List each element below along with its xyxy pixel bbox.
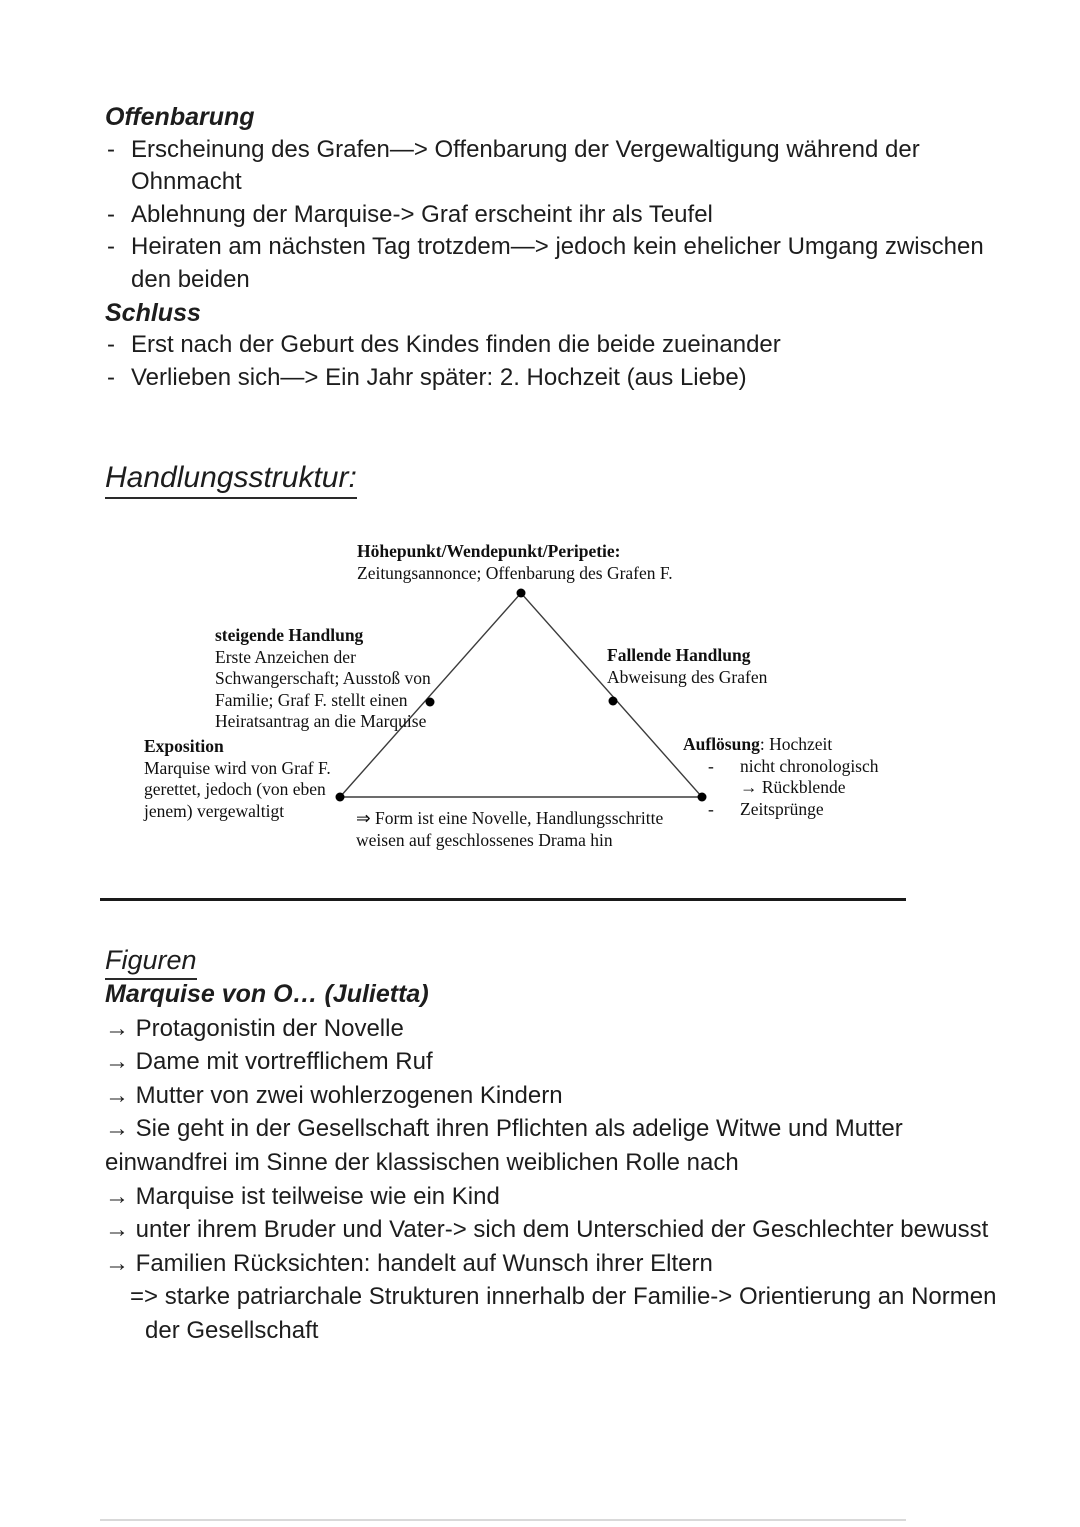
label-text: Erste Anzeichen der bbox=[215, 646, 356, 667]
dash-bullet: - bbox=[107, 135, 115, 163]
list-item bbox=[105, 134, 985, 199]
dash-bullet: - bbox=[107, 233, 115, 261]
arrow-bullet: → bbox=[105, 1048, 129, 1076]
diagram-label-steigende-handlung bbox=[215, 625, 431, 733]
label-text: Zeitungsannonce; Offenbarung des Grafen F. bbox=[357, 562, 673, 583]
point-text: Dame mit vortrefflichem Ruf bbox=[135, 1048, 433, 1076]
label-title: steigende Handlung bbox=[215, 625, 364, 645]
label-text: Marquise wird von Graf F. bbox=[144, 757, 331, 778]
heading-text: Figuren bbox=[105, 945, 197, 980]
section-heading-figuren bbox=[105, 942, 1010, 978]
arrow-bullet: → bbox=[105, 1182, 129, 1210]
label-title-line bbox=[683, 734, 879, 756]
conclusion-line: ⇒ Form ist eine Novelle, Handlungsschritte bbox=[356, 808, 664, 828]
list-item bbox=[105, 231, 985, 296]
point-text: Protagonistin der Novelle bbox=[135, 1014, 404, 1042]
label-text: jenem) vergewaltigt bbox=[144, 800, 285, 821]
bullet-text: Erscheinung des Grafen—> Offenbarung der Vergewaltigung während der Ohnmacht bbox=[131, 135, 920, 196]
character-name-heading: Marquise von O… (Julietta) bbox=[105, 980, 429, 1008]
label-text: Familie; Graf F. stellt einen bbox=[215, 689, 408, 710]
apex-dot bbox=[517, 589, 526, 598]
arrow-bullet: → bbox=[105, 1115, 129, 1143]
diagram-label-hoehepunkt bbox=[357, 541, 673, 584]
item-text: nicht chronologisch bbox=[740, 755, 879, 776]
arrow-bullet: → bbox=[105, 1014, 129, 1042]
dash-bullet: - bbox=[708, 798, 714, 819]
section-heading-handlungsstruktur bbox=[105, 461, 357, 495]
arrow-bullet: → bbox=[105, 1249, 129, 1277]
label-text: Heiratsantrag an die Marquise bbox=[215, 711, 427, 731]
diagram-label-fallende-handlung bbox=[607, 645, 767, 688]
arrow-bullet: → bbox=[105, 1216, 129, 1244]
item-text: Zeitsprünge bbox=[740, 798, 824, 819]
arrow-bullet: → bbox=[105, 1081, 129, 1109]
section-heading-offenbarung: Offenbarung bbox=[105, 103, 255, 131]
bullet-text: Verlieben sich—> Ein Jahr später: 2. Hochzeit (aus Liebe) bbox=[131, 363, 747, 391]
diagram-conclusion-note bbox=[356, 808, 663, 851]
dash-bullet: - bbox=[107, 363, 115, 391]
point-text: Sie geht in der Gesellschaft ihren Pflichten als adelige Witwe und Mutter einwandfrei im Sinne der klassischen weiblichen Rolle nach bbox=[105, 1115, 903, 1176]
dash-bullet: - bbox=[107, 200, 115, 228]
notes-top-section bbox=[105, 101, 985, 394]
bullet-text: Erst nach der Geburt des Kindes finden die beide zueinander bbox=[131, 331, 781, 359]
diagram-label-aufloesung bbox=[683, 734, 879, 820]
label-title: Fallende Handlung bbox=[607, 645, 751, 665]
item-text: → Rückblende bbox=[740, 777, 846, 797]
point-text: Familien Rücksichten: handelt auf Wunsch ihrer Eltern bbox=[135, 1249, 713, 1277]
list-item bbox=[105, 1180, 1010, 1214]
plot-structure-diagram bbox=[0, 535, 1080, 875]
conclusion-line: weisen auf geschlossenes Drama hin bbox=[356, 829, 613, 850]
label-title: Auflösung bbox=[683, 734, 760, 754]
section-heading-schluss: Schluss bbox=[105, 298, 201, 327]
list-item bbox=[683, 777, 879, 799]
point-text: Marquise ist teilweise wie ein Kind bbox=[135, 1182, 500, 1210]
diagram-label-exposition bbox=[144, 736, 331, 822]
list-item bbox=[105, 1045, 1010, 1079]
sub-point: => starke patriarchale Strukturen innerhalb der Familie-> Orientierung an Normen der Gesellschaft bbox=[130, 1283, 997, 1344]
heading-text: Handlungsstruktur: bbox=[105, 461, 357, 499]
bullet-text: Heiraten am nächsten Tag trotzdem—> jedoch kein ehelicher Umgang zwischen den beiden bbox=[131, 233, 984, 293]
list-item bbox=[105, 1213, 1010, 1247]
falling-dot bbox=[609, 697, 618, 706]
list-item bbox=[105, 199, 985, 232]
list-item bbox=[105, 1012, 1010, 1046]
list-item bbox=[105, 329, 985, 362]
list-item bbox=[683, 756, 879, 778]
list-item bbox=[105, 1247, 1010, 1281]
list-item bbox=[105, 1112, 1010, 1179]
label-suffix: : Hochzeit bbox=[759, 734, 833, 754]
list-item bbox=[105, 1079, 1010, 1113]
dash-bullet: - bbox=[708, 755, 714, 776]
list-item bbox=[683, 799, 879, 821]
bullet-text: Ablehnung der Marquise-> Graf erscheint ihr als Teufel bbox=[131, 200, 713, 228]
label-text: Schwangerschaft; Ausstoß von bbox=[215, 668, 431, 688]
label-title: Exposition bbox=[144, 736, 224, 756]
point-text: unter ihrem Bruder und Vater-> sich dem Unterschied der Geschlechter bewusst bbox=[135, 1216, 989, 1244]
figuren-section bbox=[105, 942, 1010, 1348]
horizontal-divider bbox=[100, 898, 906, 901]
dash-bullet: - bbox=[107, 331, 115, 359]
label-title: Höhepunkt/Wendepunkt/Peripetie: bbox=[357, 541, 621, 561]
point-text: Mutter von zwei wohlerzogenen Kindern bbox=[135, 1081, 563, 1109]
label-text: Abweisung des Grafen bbox=[607, 666, 768, 687]
list-item bbox=[105, 362, 985, 395]
left-vertex-dot bbox=[336, 793, 345, 802]
page-bottom-divider bbox=[100, 1519, 906, 1521]
label-text: gerettet, jedoch (von eben bbox=[144, 779, 326, 799]
